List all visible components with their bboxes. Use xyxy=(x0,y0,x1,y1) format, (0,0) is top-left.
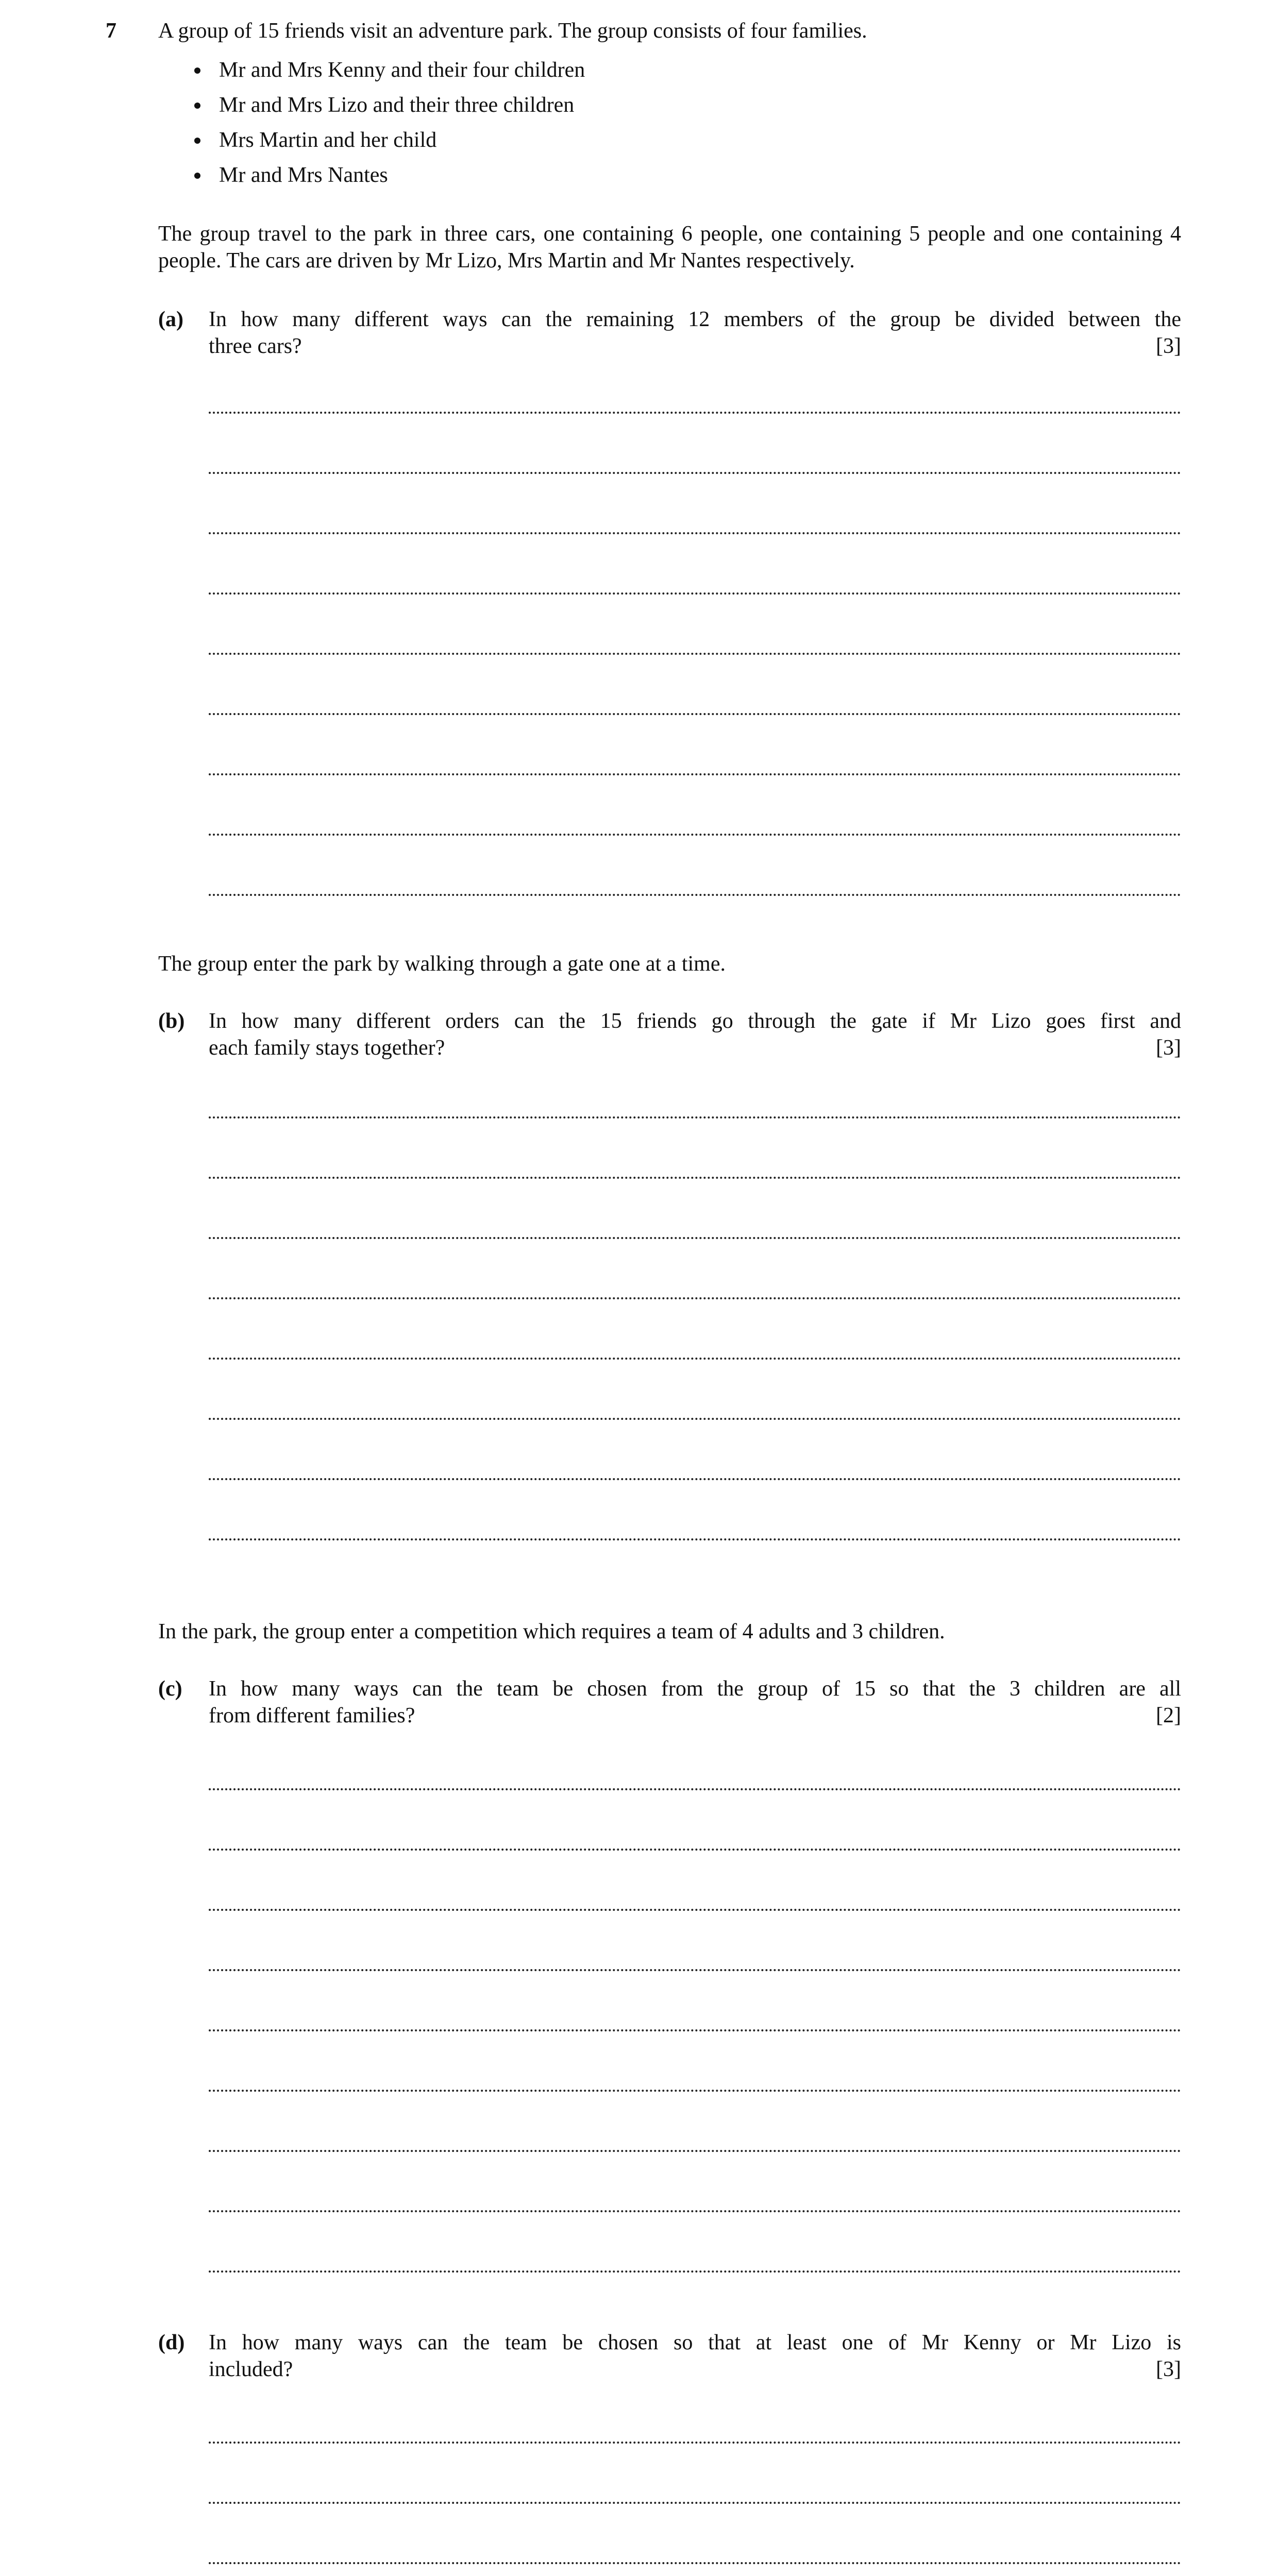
part-b-line2: each family stays together? xyxy=(209,1036,445,1060)
answer-line[interactable] xyxy=(209,2442,1181,2444)
part-d-line2: included? xyxy=(209,2358,293,2381)
part-c-line1: In how many ways can the team be chosen from the group of 15 so that the 3 children are all xyxy=(209,1677,1181,1701)
answer-line[interactable] xyxy=(209,1358,1181,1360)
answer-line[interactable] xyxy=(209,653,1181,655)
answer-line[interactable] xyxy=(209,2150,1181,2152)
families-list xyxy=(158,53,585,193)
answer-line[interactable] xyxy=(209,1909,1181,1911)
answer-line[interactable] xyxy=(209,2502,1181,2504)
bullet-icon xyxy=(194,173,200,179)
competition-paragraph: In the park, the group enter a competition which requires a team of 4 adults and 3 children. xyxy=(158,1620,945,1643)
answer-line[interactable] xyxy=(209,1969,1181,1971)
answer-line[interactable] xyxy=(209,1116,1181,1118)
part-a-line2: three cars? xyxy=(209,334,302,358)
answer-line[interactable] xyxy=(209,713,1181,715)
part-b-line1: In how many different orders can the 15 friends go through the gate if Mr Lizo goes first and xyxy=(209,1009,1181,1033)
part-a-label: (a) xyxy=(158,308,183,331)
answer-line[interactable] xyxy=(209,773,1181,775)
answer-line[interactable] xyxy=(209,2090,1181,2092)
cars-paragraph: The group travel to the park in three cars, one containing 6 people, one containing 5 people and one containing 4 people. The cars are driven by Mr Lizo, Mrs Martin and Mr Nantes respectively. xyxy=(158,222,1181,273)
part-d-label: (d) xyxy=(158,2331,185,2354)
bullet-icon xyxy=(194,103,200,109)
answer-line[interactable] xyxy=(209,1177,1181,1179)
part-a-question xyxy=(209,306,1181,360)
family-label: Mr and Mrs Lizo and their three children xyxy=(219,93,575,117)
answer-line[interactable] xyxy=(209,894,1181,896)
answer-line[interactable] xyxy=(209,1478,1181,1480)
part-c-line2: from different families? xyxy=(209,1704,415,1727)
answer-line[interactable] xyxy=(209,532,1181,534)
part-d-line1: In how many ways can the team be chosen so that at least one of Mr Kenny or Mr Lizo is xyxy=(209,2331,1181,2354)
answer-line[interactable] xyxy=(209,2210,1181,2212)
list-item xyxy=(158,53,585,88)
answer-line[interactable] xyxy=(209,2562,1181,2564)
part-b-label: (b) xyxy=(158,1009,185,1033)
list-item xyxy=(158,158,585,193)
answer-line[interactable] xyxy=(209,1237,1181,1239)
intro-text: A group of 15 friends visit an adventure park. The group consists of four families. xyxy=(158,19,867,43)
answer-line[interactable] xyxy=(209,472,1181,474)
answer-line[interactable] xyxy=(209,1849,1181,1851)
part-c-label: (c) xyxy=(158,1677,182,1701)
answer-line[interactable] xyxy=(209,834,1181,836)
bullet-icon xyxy=(194,138,200,144)
part-a-marks: [3] xyxy=(1156,334,1181,358)
part-b-marks: [3] xyxy=(1156,1036,1181,1060)
bullet-icon xyxy=(194,67,200,74)
answer-line[interactable] xyxy=(209,592,1181,595)
part-d-question xyxy=(209,2329,1181,2383)
part-c-question xyxy=(209,1675,1181,1729)
answer-line[interactable] xyxy=(209,1297,1181,1299)
answer-line[interactable] xyxy=(209,2270,1181,2273)
answer-line[interactable] xyxy=(209,2029,1181,2031)
family-label: Mr and Mrs Nantes xyxy=(219,163,388,187)
list-item xyxy=(158,123,585,158)
list-item xyxy=(158,88,585,123)
family-label: Mr and Mrs Kenny and their four children xyxy=(219,58,585,82)
gate-paragraph: The group enter the park by walking through a gate one at a time. xyxy=(158,952,726,976)
part-c-marks: [2] xyxy=(1156,1704,1181,1727)
answer-line[interactable] xyxy=(209,1418,1181,1420)
family-label: Mrs Martin and her child xyxy=(219,128,437,152)
part-b-question xyxy=(209,1008,1181,1061)
answer-line[interactable] xyxy=(209,1538,1181,1540)
answer-line[interactable] xyxy=(209,1788,1181,1790)
question-number: 7 xyxy=(106,19,116,43)
part-d-marks: [3] xyxy=(1156,2358,1181,2381)
part-a-line1: In how many different ways can the remaining 12 members of the group be divided between the xyxy=(209,308,1181,331)
answer-line[interactable] xyxy=(209,412,1181,414)
